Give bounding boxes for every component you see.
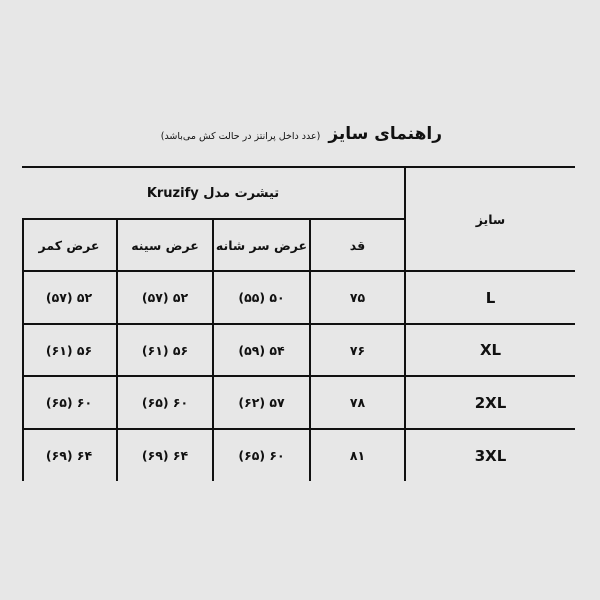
size-cell: 2XL <box>474 393 507 412</box>
title-block <box>150 124 442 156</box>
header-model: تیشرت مدل Kruzify <box>146 185 280 201</box>
page-title: راهنمای سایز <box>328 124 442 144</box>
length-cell: ۸۱ <box>349 448 366 463</box>
shoulder-cell: ۵۷ (۶۲) <box>238 395 285 410</box>
waist-cell: ۶۰ (۶۵) <box>45 395 93 410</box>
header-length: قد <box>349 237 366 253</box>
chest-cell: ۶۰ (۶۵) <box>141 395 189 410</box>
length-cell: ۷۶ <box>349 342 366 358</box>
header-chest-width: عرض سینه <box>131 237 199 253</box>
length-cell: ۷۸ <box>349 395 366 410</box>
chest-cell: ۵۲ (۵۷) <box>141 290 189 305</box>
chest-cell: ۵۶ (۶۱) <box>141 342 189 358</box>
waist-cell: ۶۴ (۶۹) <box>45 448 93 463</box>
size-cell: XL <box>479 341 502 359</box>
page-subtitle: (عدد داخل پرانتز در حالت کش می‌باشد) <box>160 131 321 142</box>
chest-cell: ۶۴ (۶۹) <box>141 448 189 463</box>
waist-cell: ۵۲ (۵۷) <box>45 290 93 305</box>
shoulder-cell: ۵۴ (۵۹) <box>238 342 285 358</box>
size-cell: L <box>485 288 496 307</box>
shoulder-cell: ۵۰ (۵۵) <box>238 290 285 305</box>
length-cell: ۷۵ <box>349 290 366 305</box>
header-size: سایز <box>475 211 506 227</box>
waist-cell: ۵۶ (۶۱) <box>45 342 93 358</box>
header-shoulder-width: عرض سر شانه <box>215 237 308 253</box>
size-cell: 3XL <box>474 446 507 465</box>
shoulder-cell: ۶۰ (۶۵) <box>238 448 285 463</box>
header-waist-width: عرض کمر <box>38 237 100 253</box>
